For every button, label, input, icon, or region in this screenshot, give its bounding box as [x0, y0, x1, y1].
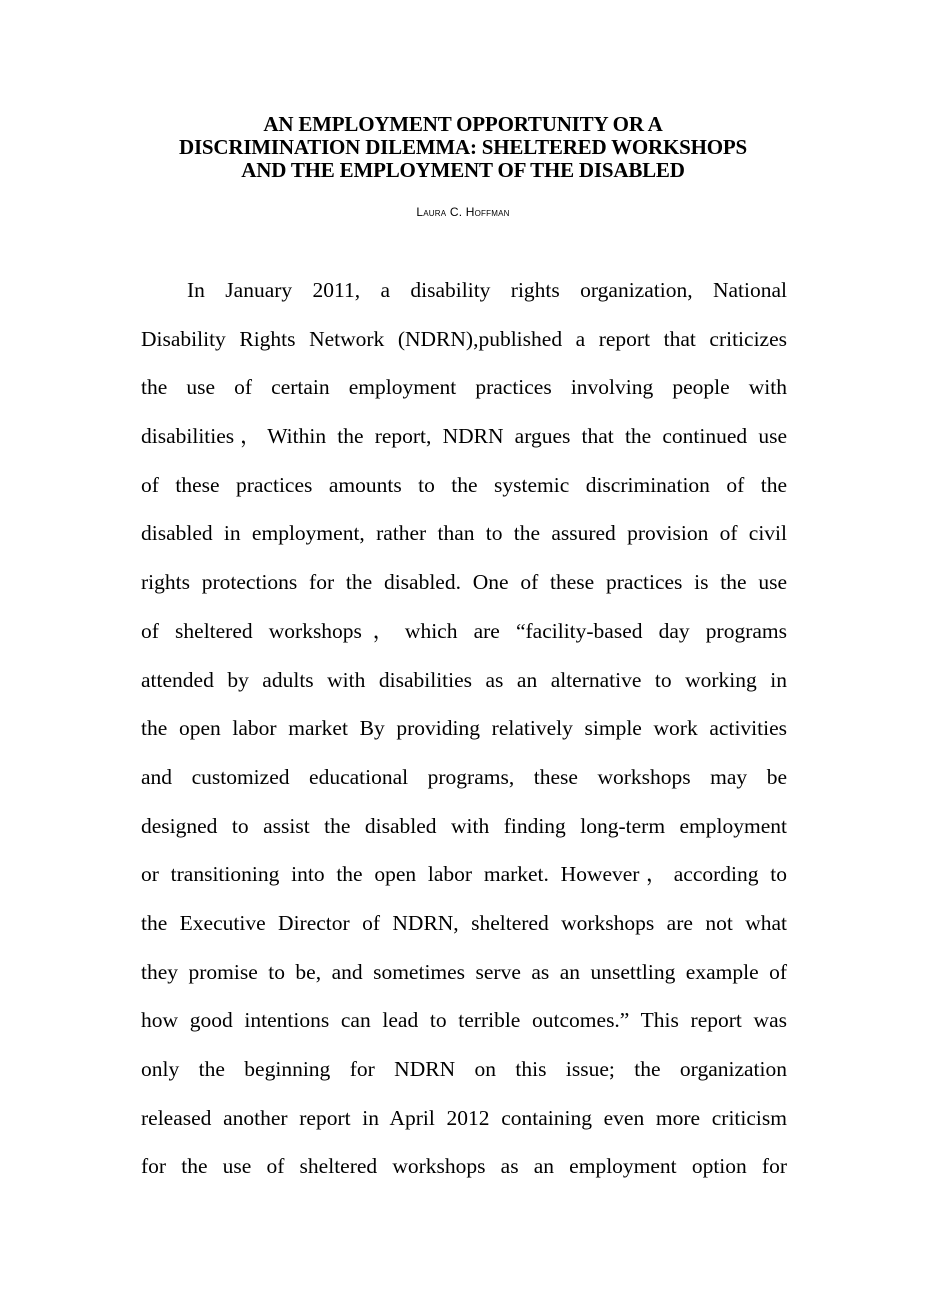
body-line: for the use of sheltered workshops as an employment option for — [141, 1154, 787, 1179]
article-title — [100, 113, 826, 182]
body-line: only the beginning for NDRN on this issue; the organization — [141, 1057, 787, 1081]
body-line: how good intentions can lead to terrible outcomes.” This report was — [141, 1008, 787, 1033]
body-line: rights protections for the disabled. One of these practices is the use — [141, 570, 787, 595]
title-line-2: DISCRIMINATION DILEMMA: SHELTERED WORKSHOPS — [178, 135, 748, 159]
title-line-3: AND THE EMPLOYMENT OF THE DISABLED — [241, 158, 685, 182]
body-line: of sheltered workshops，which are “facility-based day programs — [141, 618, 787, 643]
title-line-1: AN EMPLOYMENT OPPORTUNITY OR A — [263, 112, 663, 136]
body-paragraph — [141, 273, 787, 1198]
body-line: In January 2011, a disability rights organization, National — [187, 278, 787, 302]
body-line: attended by adults with disabilities as an alternative to working in — [141, 667, 787, 692]
body-line: of these practices amounts to the systemic discrimination of the — [141, 472, 787, 497]
body-line: they promise to be, and sometimes serve as an unsettling example of — [141, 959, 787, 984]
body-line: the Executive Director of NDRN, sheltered workshops are not what — [141, 910, 787, 935]
body-line: the open labor market By providing relatively simple work activities — [141, 716, 787, 741]
body-line: released another report in April 2012 containing even more criticism — [141, 1105, 787, 1130]
body-line: disabilities，Within the report, NDRN argues that the continued use — [141, 424, 787, 449]
author-name: Laura C. Hoffman — [416, 205, 510, 219]
body-line: and customized educational programs, these workshops may be — [141, 764, 787, 789]
body-line: Disability Rights Network (NDRN),published a report that criticizes — [141, 326, 787, 351]
body-line: disabled in employment, rather than to the assured provision of civil — [141, 521, 787, 546]
body-line: designed to assist the disabled with finding long-term employment — [141, 813, 787, 838]
body-line: the use of certain employment practices involving people with — [141, 375, 787, 400]
body-line: or transitioning into the open labor market. However，according to — [141, 862, 787, 887]
